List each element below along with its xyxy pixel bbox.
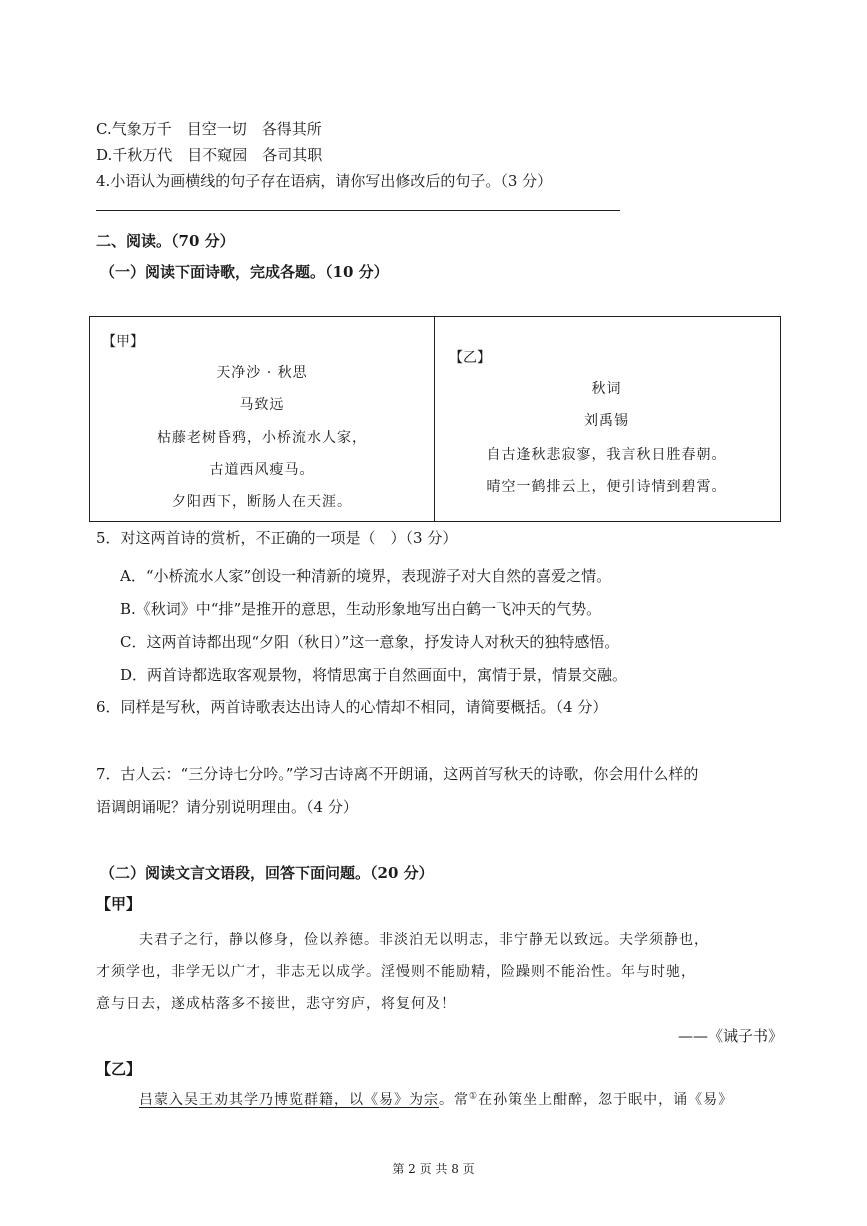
- classical-jia-line: 夫君子之行，静以修身，俭以养德。非淡泊无以明志，非宁静无以致远。夫学须静也，: [139, 932, 709, 948]
- classical-yi-line: [139, 1089, 733, 1109]
- poem-yi-tag: 【乙】: [449, 350, 491, 366]
- poem-jia-line: 古道西风瘦马。: [209, 462, 315, 478]
- classical-jia-tag: 【甲】: [96, 895, 142, 913]
- poem-jia-line: 夕阳西下，断肠人在天涯。: [172, 494, 352, 510]
- question-7-line-1: 7．古人云：“三分诗七分吟。”学习古诗离不开朗诵，这两首写秋天的诗歌，你会用什么样的: [96, 765, 699, 783]
- question-7-line-2: 语调朗诵呢？请分别说明理由。（4 分）: [96, 798, 358, 816]
- classical-yi-tag: 【乙】: [96, 1060, 142, 1078]
- classical-yi-text: 。常: [439, 1092, 469, 1108]
- part-1-title: （一）阅读下面诗歌，完成各题。（10 分）: [100, 263, 389, 281]
- underlined-sentence: 吕蒙入吴王劝其学乃博览群籍，以《易》为宗: [139, 1092, 439, 1108]
- question-4: 4.小语认为画横线的句子存在语病，请你写出修改后的句子。（3 分）: [96, 172, 553, 190]
- classical-jia-line: 意与日去，遂成枯落多不接世，悲守穷庐，将复何及！: [96, 996, 456, 1012]
- poem-jia-title: 天净沙 · 秋思: [216, 365, 308, 381]
- poem-jia-tag: 【甲】: [102, 334, 144, 350]
- q5-option-b: B.《秋词》中“排”是推开的意思，生动形象地写出白鹤一飞冲天的气势。: [120, 600, 602, 618]
- q5-option-d: D．两首诗都选取客观景物，将情思寓于自然画面中，寓情于景，情景交融。: [120, 666, 628, 684]
- question-5: 5．对这两首诗的赏析，不正确的一项是（ ）（3 分）: [96, 529, 458, 547]
- q5-option-c: C．这两首诗都出现“夕阳（秋日）”这一意象，抒发诗人对秋天的独特感悟。: [120, 633, 620, 651]
- part-2-title: （二）阅读文言文语段，回答下面问题。（20 分）: [100, 864, 434, 882]
- classical-yi-text: 在孙策坐上酣醉，忽于眠中，诵《易》: [478, 1092, 734, 1108]
- poem-yi-line: 自古逢秋悲寂寥，我言秋日胜春朝。: [486, 447, 727, 463]
- answer-line: [96, 210, 620, 211]
- classical-jia-line: 才须学也，非学无以广才，非志无以成学。淫慢则不能励精，险躁则不能治性。年与时驰，: [96, 964, 696, 980]
- note-marker: ①: [469, 1091, 479, 1102]
- section-2-title: 二、阅读。（70 分）: [96, 232, 235, 250]
- poem-box-jia: [89, 316, 435, 522]
- classical-jia-source: ——《诫子书》: [677, 1027, 783, 1045]
- poem-yi-title: 秋词: [591, 381, 622, 397]
- poem-yi-line: 晴空一鹤排云上，便引诗情到碧霄。: [486, 479, 727, 495]
- poem-yi-author: 刘禹锡: [584, 413, 629, 429]
- poem-box-yi: [433, 316, 781, 522]
- poem-jia-line: 枯藤老树昏鸦，小桥流水人家，: [157, 430, 367, 446]
- page-footer: 第 2 页 共 8 页: [392, 1162, 475, 1176]
- q5-option-a: A．“小桥流水人家”创设一种清新的境界，表现游子对大自然的喜爱之情。: [120, 567, 612, 585]
- poem-jia-author: 马致远: [239, 397, 285, 413]
- option-c: C.气象万千 目空一切 各得其所: [96, 120, 322, 138]
- option-d: D.千秋万代 目不窥园 各司其职: [96, 146, 323, 164]
- question-6: 6．同样是写秋，两首诗歌表达出诗人的心情却不相同，请简要概括。（4 分）: [96, 698, 608, 716]
